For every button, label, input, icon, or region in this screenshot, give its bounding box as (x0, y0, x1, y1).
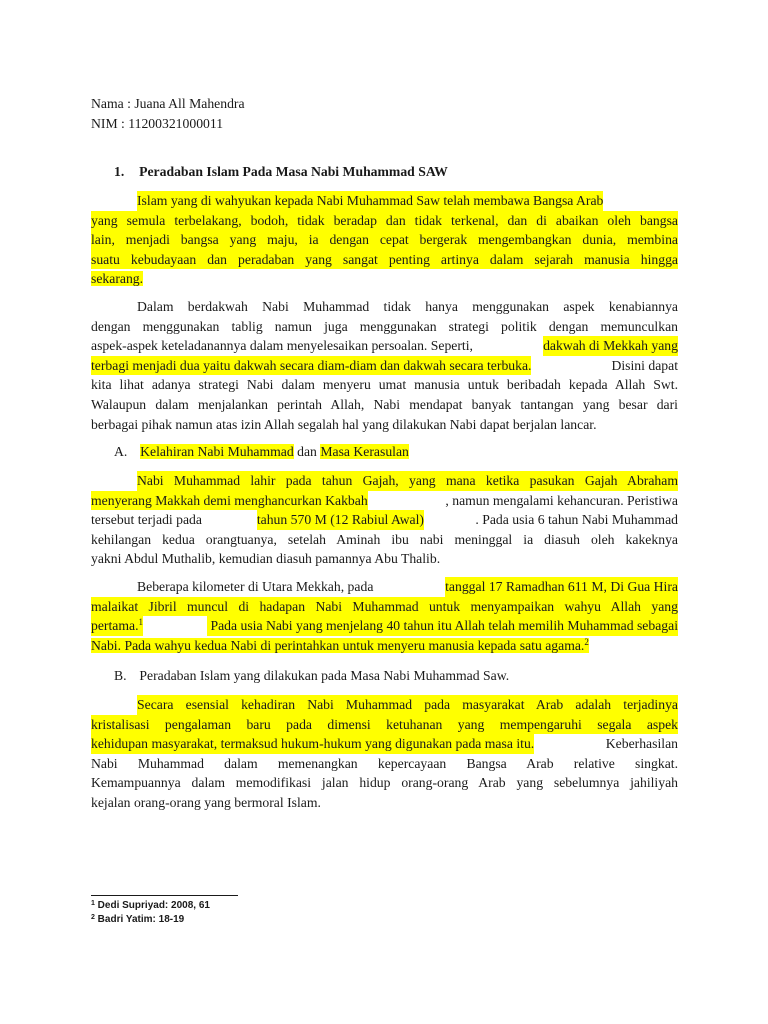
section-a-heading (114, 442, 674, 462)
paragraph-line: Pada usia Nabi yang menjelang 40 tahun itu Allah telah memilih Muhammad sebagai (207, 616, 678, 636)
paragraph-line: suatu kebudayaan dan peradaban yang sangat penting artinya dalam sejarah manusia hingga (91, 250, 678, 270)
highlight-dakwah-types: terbagi menjadi dua yaitu dakwah secara diam-diam dan dakwah secara terbuka. (91, 356, 531, 376)
footnote-text: Badri Yatim: 18-19 (94, 914, 185, 925)
section-b-paragraph-1 (91, 695, 678, 813)
paragraph-line: , namun mengalami kehancuran. Peristiwa (445, 492, 678, 508)
paragraph-line: sekarang. (91, 271, 144, 287)
section-b-heading (114, 666, 674, 686)
paragraph-line: . Pada usia 6 tahun Nabi Muhammad (475, 512, 678, 528)
section-a-paragraph-1 (91, 471, 678, 569)
footnote-text: Dedi Supriyad: 2008, 61 (94, 900, 210, 911)
paragraph-line: kita lihat adanya strategi Nabi dalam menyeru umat manusia untuk beribadah kepada Allah Swt. (91, 377, 678, 393)
highlight-pertama (91, 616, 143, 636)
footnotes (91, 899, 210, 927)
section-a-title-connector: dan (293, 444, 321, 459)
section-1-title: Peradaban Islam Pada Masa Nabi Muhammad SAW (139, 164, 448, 179)
footnote-number: 2 (91, 914, 95, 921)
highlight-first-revelation-date: tanggal 17 Ramadhan 611 M, Di Gua Hira (445, 577, 678, 597)
paragraph-line: Beberapa kilometer di Utara Mekkah, pada (137, 579, 377, 594)
paragraph-line (91, 638, 589, 653)
section-a-paragraph-2 (91, 577, 678, 655)
section-a-title-part-2: Masa Kerasulan (320, 444, 409, 459)
footnote-1 (91, 899, 210, 913)
paragraph-line: yang semula terbelakang, bodoh, tidak beradap dan tidak terkenal, dan di abaikan oleh bangsa (91, 211, 678, 231)
footnote-2 (91, 913, 210, 927)
highlight-dakwah-mekkah: dakwah di Mekkah yang (543, 336, 678, 356)
paragraph-line: Kemampuannya dalam memodifikasi jalan hidup orang-orang Arab yang sebelumnya jahiliyah (91, 775, 678, 791)
footnote-ref-1[interactable]: 1 (138, 617, 143, 628)
paragraph-line: Nabi Muhammad dalam memenangkan kepercayaan Bangsa Arab relative singkat. (91, 755, 678, 771)
section-1-paragraph-2 (91, 297, 678, 434)
footnote-number: 1 (91, 900, 95, 907)
section-1-number: 1. (114, 164, 125, 179)
section-1-heading (114, 162, 674, 182)
paragraph-line: Islam yang di wahyukan kepada Nabi Muhammad Saw telah membawa Bangsa Arab (137, 191, 603, 211)
paragraph-line: kehilangan kedua orangtuanya, setelah Aminah ibu nabi meninggal ia diasuh oleh kakeknya (91, 531, 678, 547)
section-b-letter: B. (114, 668, 127, 683)
highlight-birth-year: tahun 570 M (12 Rabiul Awal) (257, 510, 424, 530)
student-info (91, 94, 678, 133)
paragraph-line: Walaupun dalam menjalankan perintah Allah, Nabi mendapat banyak tantangan yang besar dari (91, 396, 678, 412)
paragraph-line: berbagai pihak namun atas izin Allah segalah hal yang dilakukan Nabi dapat berjalan lancar. (91, 416, 597, 432)
paragraph-line: dengan menggunakan tablig namun juga menggunakan strategi politik dengan memunculkan (91, 318, 678, 334)
paragraph-line: aspek-aspek keteladanannya dalam menyelesaikan persoalan. Seperti, (91, 338, 473, 354)
paragraph-line: kejalan orang-orang yang bermoral Islam. (91, 794, 321, 810)
section-a-title-part-1: Kelahiran Nabi Muhammad (140, 444, 294, 459)
paragraph-line: yakni Abdul Muthalib, kemudian diasuh pamannya Abu Thalib. (91, 551, 441, 567)
nim-line: NIM : 11200321000011 (91, 115, 224, 131)
paragraph-text: pertama. (91, 618, 139, 634)
paragraph-line: Dalam berdakwah Nabi Muhammad tidak hanya menggunakan aspek kenabiannya (137, 299, 678, 314)
section-b-title: Peradaban Islam yang dilakukan pada Masa Nabi Muhammad Saw. (139, 668, 510, 683)
section-a-letter: A. (114, 444, 128, 459)
paragraph-line: kristalisasi pengalaman baru pada dimensi ketuhanan yang mempengaruhi segala aspek (91, 715, 678, 735)
paragraph-line: Secara esensial kehadiran Nabi Muhammad pada masyarakat Arab adalah terjadinya (137, 695, 678, 715)
paragraph-line: lain, menjadi bangsa yang maju, ia dengan cepat bergerak mengembangkan dunia, membina (91, 230, 678, 250)
footnote-ref-2[interactable]: 2 (584, 636, 589, 647)
paragraph-line: tersebut terjadi pada (91, 512, 206, 528)
footnote-separator (91, 895, 238, 896)
section-1-paragraph-1 (91, 191, 678, 289)
paragraph-line: Nabi Muhammad lahir pada tahun Gajah, yang mana ketika pasukan Gajah Abraham (137, 471, 678, 491)
highlight-makkah-kakbah: menyerang Makkah demi menghancurkan Kakbah (91, 491, 368, 511)
name-line: Nama : Juana All Mahendra (91, 96, 245, 111)
paragraph-line: Keberhasilan (602, 736, 678, 752)
highlight-hukum: kehidupan masyarakat, termaksud hukum-hukum yang digunakan pada masa itu. (91, 734, 534, 754)
paragraph-line: Disini dapat (608, 357, 678, 373)
paragraph-line: malaikat Jibril muncul di hadapan Nabi Muhammad untuk menyampaikan wahyu Allah yang (91, 597, 678, 617)
paragraph-text: Nabi. Pada wahyu kedua Nabi di perintahkan untuk menyeru manusia kepada satu agama. (91, 637, 585, 653)
